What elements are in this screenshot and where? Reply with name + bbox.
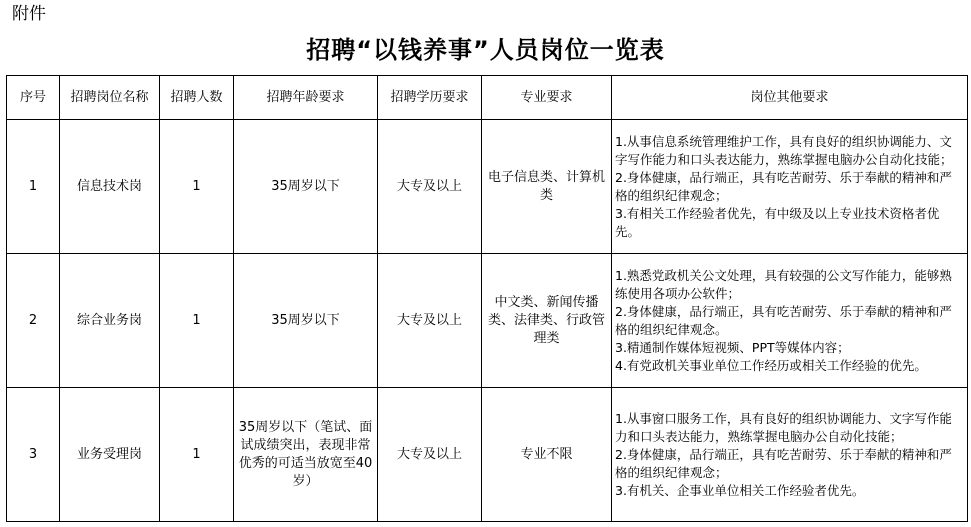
requirement-item: 3.有机关、企事业单位相关工作经验者优先。	[615, 482, 865, 498]
cell-age: 35周岁以下	[234, 120, 378, 254]
header-education: 招聘学历要求	[378, 76, 482, 120]
cell-no: 1	[7, 120, 60, 254]
table-row	[7, 120, 968, 254]
table-row	[7, 254, 968, 388]
cell-education: 大专及以上	[378, 388, 482, 522]
requirement-item: 1.从事信息系统管理维护工作，具有良好的组织协调能力、文字写作能力和口头表达能力，熟练掌握电脑办公自动化技能；	[615, 133, 953, 167]
cell-major: 中文类、新闻传播类、法律类、行政管理类	[482, 254, 612, 388]
requirement-item: 2.身体健康，品行端正，具有吃苦耐劳、乐于奉献的精神和严格的组织纪律观念。	[615, 303, 952, 337]
requirement-item: 3.精通制作媒体短视频、PPT等媒体内容；	[615, 339, 850, 355]
cell-requirements	[612, 120, 968, 254]
header-position: 招聘岗位名称	[60, 76, 160, 120]
page-title: 招聘“以钱养事”人员岗位一览表	[306, 36, 665, 64]
cell-education: 大专及以上	[378, 254, 482, 388]
cell-education: 大专及以上	[378, 120, 482, 254]
requirement-item: 2.身体健康，品行端正，具有吃苦耐劳、乐于奉献的精神和严格的组织纪律观念；	[615, 446, 952, 480]
header-count: 招聘人数	[160, 76, 234, 120]
header-requirements: 岗位其他要求	[612, 76, 968, 120]
table-row	[7, 388, 968, 522]
cell-age: 35周岁以下（笔试、面试成绩突出，表现非常优秀的可适当放宽至40岁）	[234, 388, 378, 522]
cell-age: 35周岁以下	[234, 254, 378, 388]
cell-count: 1	[160, 120, 234, 254]
cell-position: 业务受理岗	[60, 388, 160, 522]
positions-table	[6, 75, 968, 522]
cell-position: 信息技术岗	[60, 120, 160, 254]
header-no: 序号	[7, 76, 60, 120]
cell-no: 3	[7, 388, 60, 522]
attachment-label: 附件	[12, 4, 46, 24]
table-header-row	[7, 76, 968, 120]
cell-no: 2	[7, 254, 60, 388]
cell-requirements	[612, 388, 968, 522]
header-age: 招聘年龄要求	[234, 76, 378, 120]
cell-major: 电子信息类、计算机类	[482, 120, 612, 254]
cell-count: 1	[160, 254, 234, 388]
requirement-item: 3.有相关工作经验者优先，有中级及以上专业技术资格者优先。	[615, 205, 940, 239]
cell-requirements	[612, 254, 968, 388]
requirement-item: 4.有党政机关事业单位工作经历或相关工作经验的优先。	[615, 357, 927, 373]
requirement-item: 1.熟悉党政机关公文处理，具有较强的公文写作能力，能够熟练使用各项办公软件；	[615, 267, 952, 301]
requirement-item: 2.身体健康，品行端正，具有吃苦耐劳、乐于奉献的精神和严格的组织纪律观念；	[615, 169, 952, 203]
header-major: 专业要求	[482, 76, 612, 120]
requirement-item: 1.从事窗口服务工作，具有良好的组织协调能力、文字写作能力和口头表达能力，熟练掌握电脑办公自动化技能；	[615, 410, 952, 444]
cell-major: 专业不限	[482, 388, 612, 522]
cell-position: 综合业务岗	[60, 254, 160, 388]
cell-count: 1	[160, 388, 234, 522]
